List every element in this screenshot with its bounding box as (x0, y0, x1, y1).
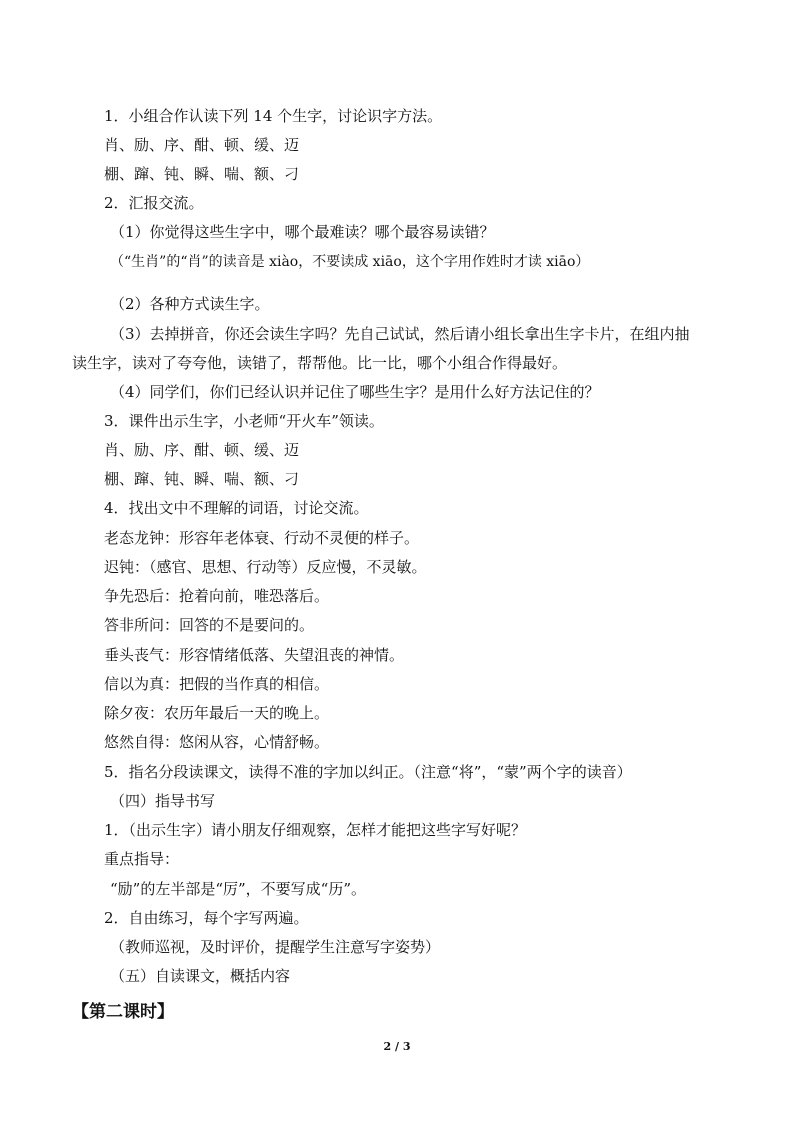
text-line: 1．小组合作认读下列 14 个生字，讨论识字方法。 (104, 107, 443, 125)
text-line: （四）指导书写 (110, 792, 216, 810)
text-line: 棚、蹿、钝、瞬、喘、额、刁 (104, 470, 300, 488)
text-line: 棚、蹿、钝、瞬、喘、额、刁 (104, 165, 300, 183)
text-line: 读生字，读对了夸夸他，读错了，帮帮他。比一比，哪个小组合作得最好。 (72, 354, 568, 372)
text-line: 除夕夜：农历年最后一天的晚上。 (104, 704, 330, 722)
text-line: 5．指名分段读课文，读得不准的字加以纠正。（注意“将”，“蒙”两个字的读音） (104, 763, 632, 781)
text-line: 重点指导： (104, 850, 180, 868)
text-line: （1）你觉得这些生字中，哪个最难读？哪个最容易读错？ (110, 223, 495, 241)
text-line: 争先恐后：抢着向前，唯恐落后。 (104, 587, 330, 605)
text-line: 信以为真：把假的当作真的相信。 (104, 675, 330, 693)
text-line: （“生肖”的“肖”的读音是 xiào，不要读成 xiāo，这个字用作姓时才读 xiāo） (110, 254, 590, 270)
text-line: 答非所问：回答的不是要问的。 (104, 616, 315, 634)
text-line: “励”的左半部是“厉”，不要写成“历”。 (110, 880, 367, 898)
text-line: （2）各种方式读生字。 (110, 295, 270, 313)
page-number: 2 / 3 (383, 1040, 411, 1053)
text-line: 迟钝：（感官、思想、行动等）反应慢，不灵敏。 (104, 558, 427, 576)
text-line: 肖、励、序、酣、顿、缓、迈 (104, 136, 300, 154)
text-line: 2．汇报交流。 (104, 194, 204, 212)
text-line: 3．课件出示生字，小老师“开火车”领读。 (104, 412, 384, 430)
text-line: （五）自读课文，概括内容 (110, 967, 291, 985)
text-line: 悠然自得：悠闲从容，心情舒畅。 (104, 733, 330, 751)
text-line: 4．找出文中不理解的词语，讨论交流。 (104, 499, 369, 517)
text-line: （教师巡视，及时评价，提醒学生注意写字姿势） (110, 938, 441, 956)
text-line: 2．自由练习，每个字写两遍。 (104, 909, 309, 927)
section-heading: 【第二课时】 (72, 1002, 174, 1022)
text-line: 肖、励、序、酣、顿、缓、迈 (104, 441, 300, 459)
text-line: （4）同学们，你们已经认识并记住了哪些生字？是用什么好方法记住的？ (110, 383, 600, 401)
text-line: （3）去掉拼音，你还会读生字吗？先自己试试，然后请小组长拿出生字卡片，在组内抽 (110, 325, 690, 343)
text-line: 垂头丧气：形容情绪低落、失望沮丧的神情。 (104, 646, 405, 664)
text-line: 1．（出示生字）请小朋友仔细观察，怎样才能把这些字写好呢？ (104, 821, 527, 839)
text-line: 老态龙钟：形容年老体衰、行动不灵便的样子。 (104, 529, 420, 547)
